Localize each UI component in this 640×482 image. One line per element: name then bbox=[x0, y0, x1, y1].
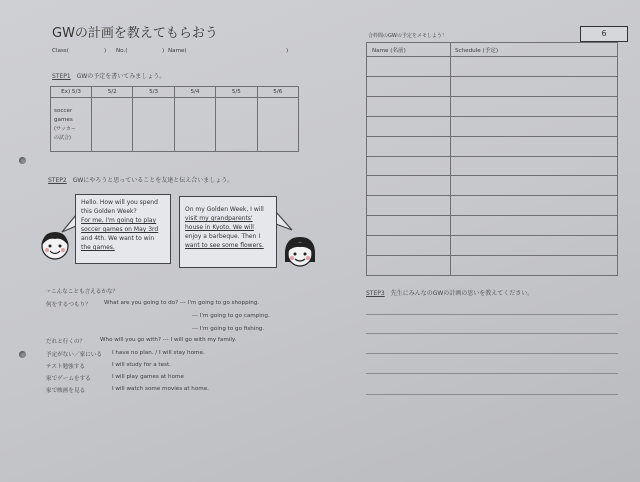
phrase-en: I will play games at home bbox=[112, 374, 184, 380]
memo-header-schedule: Schedule (予定) bbox=[451, 43, 618, 57]
writing-line[interactable] bbox=[366, 394, 618, 395]
bubble1-line: and 4th. We want to win bbox=[81, 235, 155, 242]
memo-schedule-cell[interactable] bbox=[451, 256, 618, 276]
memo-name-cell[interactable] bbox=[367, 136, 451, 156]
memo-name-cell[interactable] bbox=[367, 76, 451, 96]
phrase-en: --- I'm going to go fishing. bbox=[192, 326, 265, 332]
example-line: (サッカー bbox=[54, 125, 76, 132]
phrase-en: I have no plan. / I will stay home. bbox=[112, 350, 205, 356]
memo-schedule-cell[interactable] bbox=[451, 176, 618, 196]
worksheet-title: GWの計画を教えてもらおう bbox=[52, 26, 218, 41]
writing-line[interactable] bbox=[366, 333, 618, 334]
bubble1-line: Hello. How will you spend bbox=[81, 199, 158, 206]
writing-line[interactable] bbox=[366, 314, 618, 315]
memo-name-cell[interactable] bbox=[367, 256, 451, 276]
step3-text: 先生にみんなのGWの計画の思いを教えてください。 bbox=[390, 290, 534, 297]
phrase-en: I will study for a test. bbox=[112, 362, 171, 368]
number-close: ) bbox=[162, 48, 165, 54]
memo-schedule-cell[interactable] bbox=[451, 76, 618, 96]
phrase-en: --- I'm going to go camping. bbox=[192, 313, 270, 319]
memo-name-cell[interactable] bbox=[367, 96, 451, 116]
phrase-jp: 何をするつもり？ bbox=[46, 302, 91, 308]
memo-schedule-cell[interactable] bbox=[451, 57, 618, 77]
step1-label: STEP1 bbox=[52, 73, 71, 80]
schedule-header-day: 5/2 bbox=[92, 87, 133, 98]
memo-name-cell[interactable] bbox=[367, 216, 451, 236]
class-close: ) bbox=[104, 48, 107, 54]
phrase-en: Who will you go with? --- I will go with my family. bbox=[100, 337, 237, 343]
student-number-box: 6 bbox=[580, 26, 628, 42]
bubble2-line: On my Golden Week, I will bbox=[185, 206, 264, 213]
boy-face-icon bbox=[38, 228, 72, 262]
step3-label: STEP3 bbox=[366, 290, 385, 297]
number-label: No.( bbox=[116, 48, 128, 54]
phrases-heading: ☞こんなことも言えるかな？ bbox=[46, 289, 119, 295]
example-line: games bbox=[54, 116, 73, 123]
name-close: ) bbox=[286, 48, 289, 54]
bubble1-line: the games. bbox=[81, 244, 115, 251]
memo-name-cell[interactable] bbox=[367, 116, 451, 136]
schedule-header-day: 5/3 bbox=[133, 87, 174, 98]
schedule-header-example: Ex) 5/3 bbox=[51, 87, 92, 98]
memo-schedule-cell[interactable] bbox=[451, 236, 618, 256]
memo-header-name: Name (名前) bbox=[367, 43, 451, 57]
memo-schedule-cell[interactable] bbox=[451, 136, 618, 156]
phrase-jp: テスト勉強する bbox=[46, 364, 85, 370]
memo-name-cell[interactable] bbox=[367, 236, 451, 256]
bubble2-line: enjoy a barbeque. Then I bbox=[185, 233, 261, 240]
bubble1-line: For me, I'm going to play bbox=[81, 217, 157, 224]
writing-line[interactable] bbox=[366, 353, 618, 354]
memo-name-cell[interactable] bbox=[367, 57, 451, 77]
step2-text: GWにやろうと思っていることを友達と伝え合いましょう。 bbox=[72, 177, 234, 184]
memo-heading: 合枠間のGWの予定をメモしよう！ bbox=[368, 33, 447, 39]
phrase-en: What are you going to do? --- I'm going to go shopping. bbox=[104, 300, 260, 306]
memo-table bbox=[366, 42, 618, 276]
step3-instruction bbox=[366, 288, 533, 297]
schedule-header-day: 5/6 bbox=[257, 87, 298, 98]
memo-schedule-cell[interactable] bbox=[451, 196, 618, 216]
memo-schedule-cell[interactable] bbox=[451, 156, 618, 176]
class-label: Class( bbox=[52, 48, 69, 54]
memo-schedule-cell[interactable] bbox=[451, 216, 618, 236]
name-label: Name( bbox=[168, 48, 187, 54]
girl-face-icon bbox=[282, 234, 318, 270]
phrase-jp: だれと行くの？ bbox=[46, 339, 86, 345]
phrase-jp: 家でゲームをする bbox=[46, 376, 91, 382]
memo-schedule-cell[interactable] bbox=[451, 96, 618, 116]
step2-label: STEP2 bbox=[48, 177, 67, 184]
schedule-header-day: 5/5 bbox=[216, 87, 257, 98]
phrase-jp: 予定がない／家にいる bbox=[46, 352, 102, 358]
memo-name-cell[interactable] bbox=[367, 176, 451, 196]
speech-bubble-1 bbox=[75, 194, 171, 264]
example-line: の試合) bbox=[54, 134, 71, 141]
phrase-jp: 家で映画を見る bbox=[46, 388, 86, 394]
bubble1-line: this Golden Week? bbox=[81, 208, 137, 215]
bubble1-line: soccer games on May 3rd bbox=[81, 226, 159, 233]
writing-line[interactable] bbox=[366, 373, 618, 374]
schedule-header-day: 5/4 bbox=[174, 87, 215, 98]
bubble2-tail bbox=[276, 212, 292, 230]
memo-name-cell[interactable] bbox=[367, 156, 451, 176]
memo-name-cell[interactable] bbox=[367, 196, 451, 216]
bubble2-line: want to see some flowers. bbox=[185, 242, 264, 249]
speech-bubble-2 bbox=[179, 196, 277, 268]
bubble2-line: house in Kyoto. We will bbox=[185, 224, 254, 231]
memo-schedule-cell[interactable] bbox=[451, 116, 618, 136]
example-line: soccer bbox=[54, 107, 73, 114]
bubble2-line: visit my grandparents' bbox=[185, 215, 253, 222]
phrase-en: I will watch some movies at home. bbox=[112, 386, 209, 392]
step1-text: GWの予定を書いてみましょう。 bbox=[76, 73, 166, 80]
